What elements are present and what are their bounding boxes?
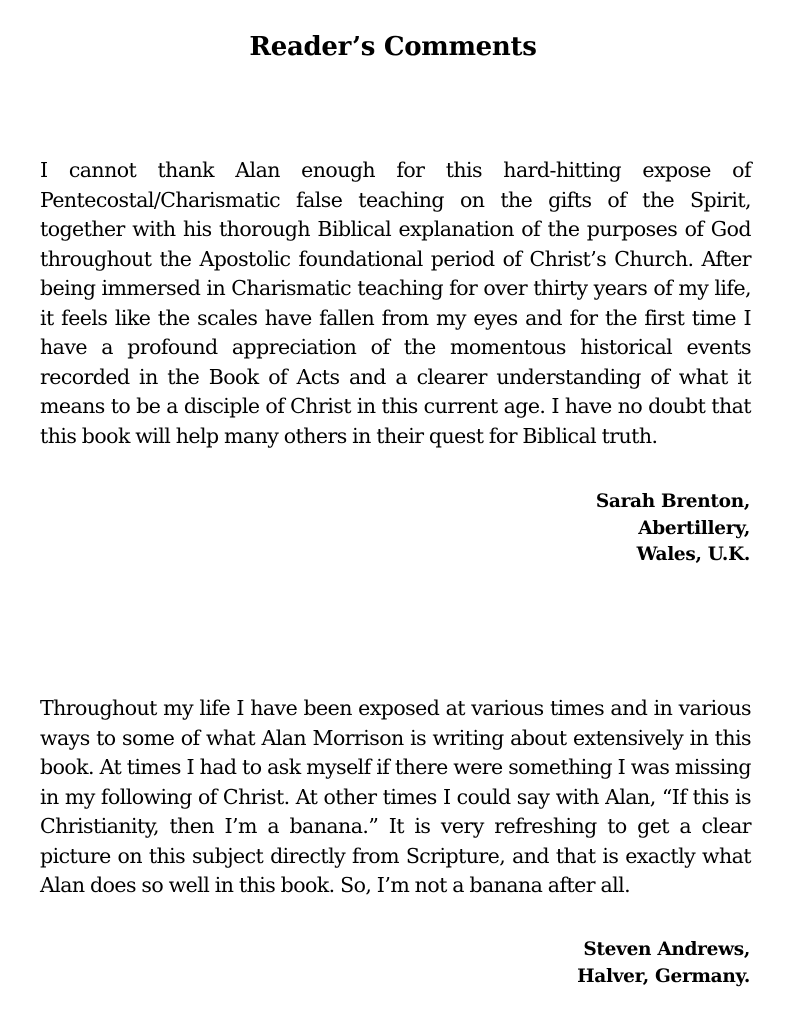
attribution-name: Sarah Brenton, (595, 491, 750, 512)
comment-1-attribution (596, 489, 750, 569)
comment-1-text: I cannot thank Alan enough for this hard-hitting expose of Pentecostal/Charismatic false teaching on the gifts of the Spirit, together with his thorough Biblical explanation of the purposes of God throughout the Apostolic foundational period of Christ’s Church. After being immersed in Charismatic teaching for over thirty years of my life, it feels like the scales have fallen from my eyes and for the first time I have a profound appreciation of the momentous historical events recorded in the Book of Acts and a clearer understanding of what it means to be a disciple of Christ in this current age. I have no doubt that this book will help many others in their quest for Biblical truth. (40, 158, 751, 448)
page-title: Reader’s Comments (249, 32, 537, 62)
attribution-name: Steven Andrews, (583, 939, 750, 960)
comment-2-text: Throughout my life I have been exposed at various times and in various ways to some of what Alan Morrison is writing about extensively in this book. At times I had to ask myself if there were something I was missing in my following of Christ. At other times I could say with Alan, “If this is Christianity, then I’m a banana.” It is very refreshing to get a clear picture on this subject directly from Scripture, and that is exactly what Alan does so well in this book. So, I’m not a banana after all. (40, 696, 751, 897)
comment-2-attribution (577, 937, 750, 990)
attribution-location: Halver, Germany. (577, 965, 750, 987)
attribution-country: Wales, U.K. (636, 544, 750, 565)
attribution-town: Abertillery, (638, 517, 750, 539)
